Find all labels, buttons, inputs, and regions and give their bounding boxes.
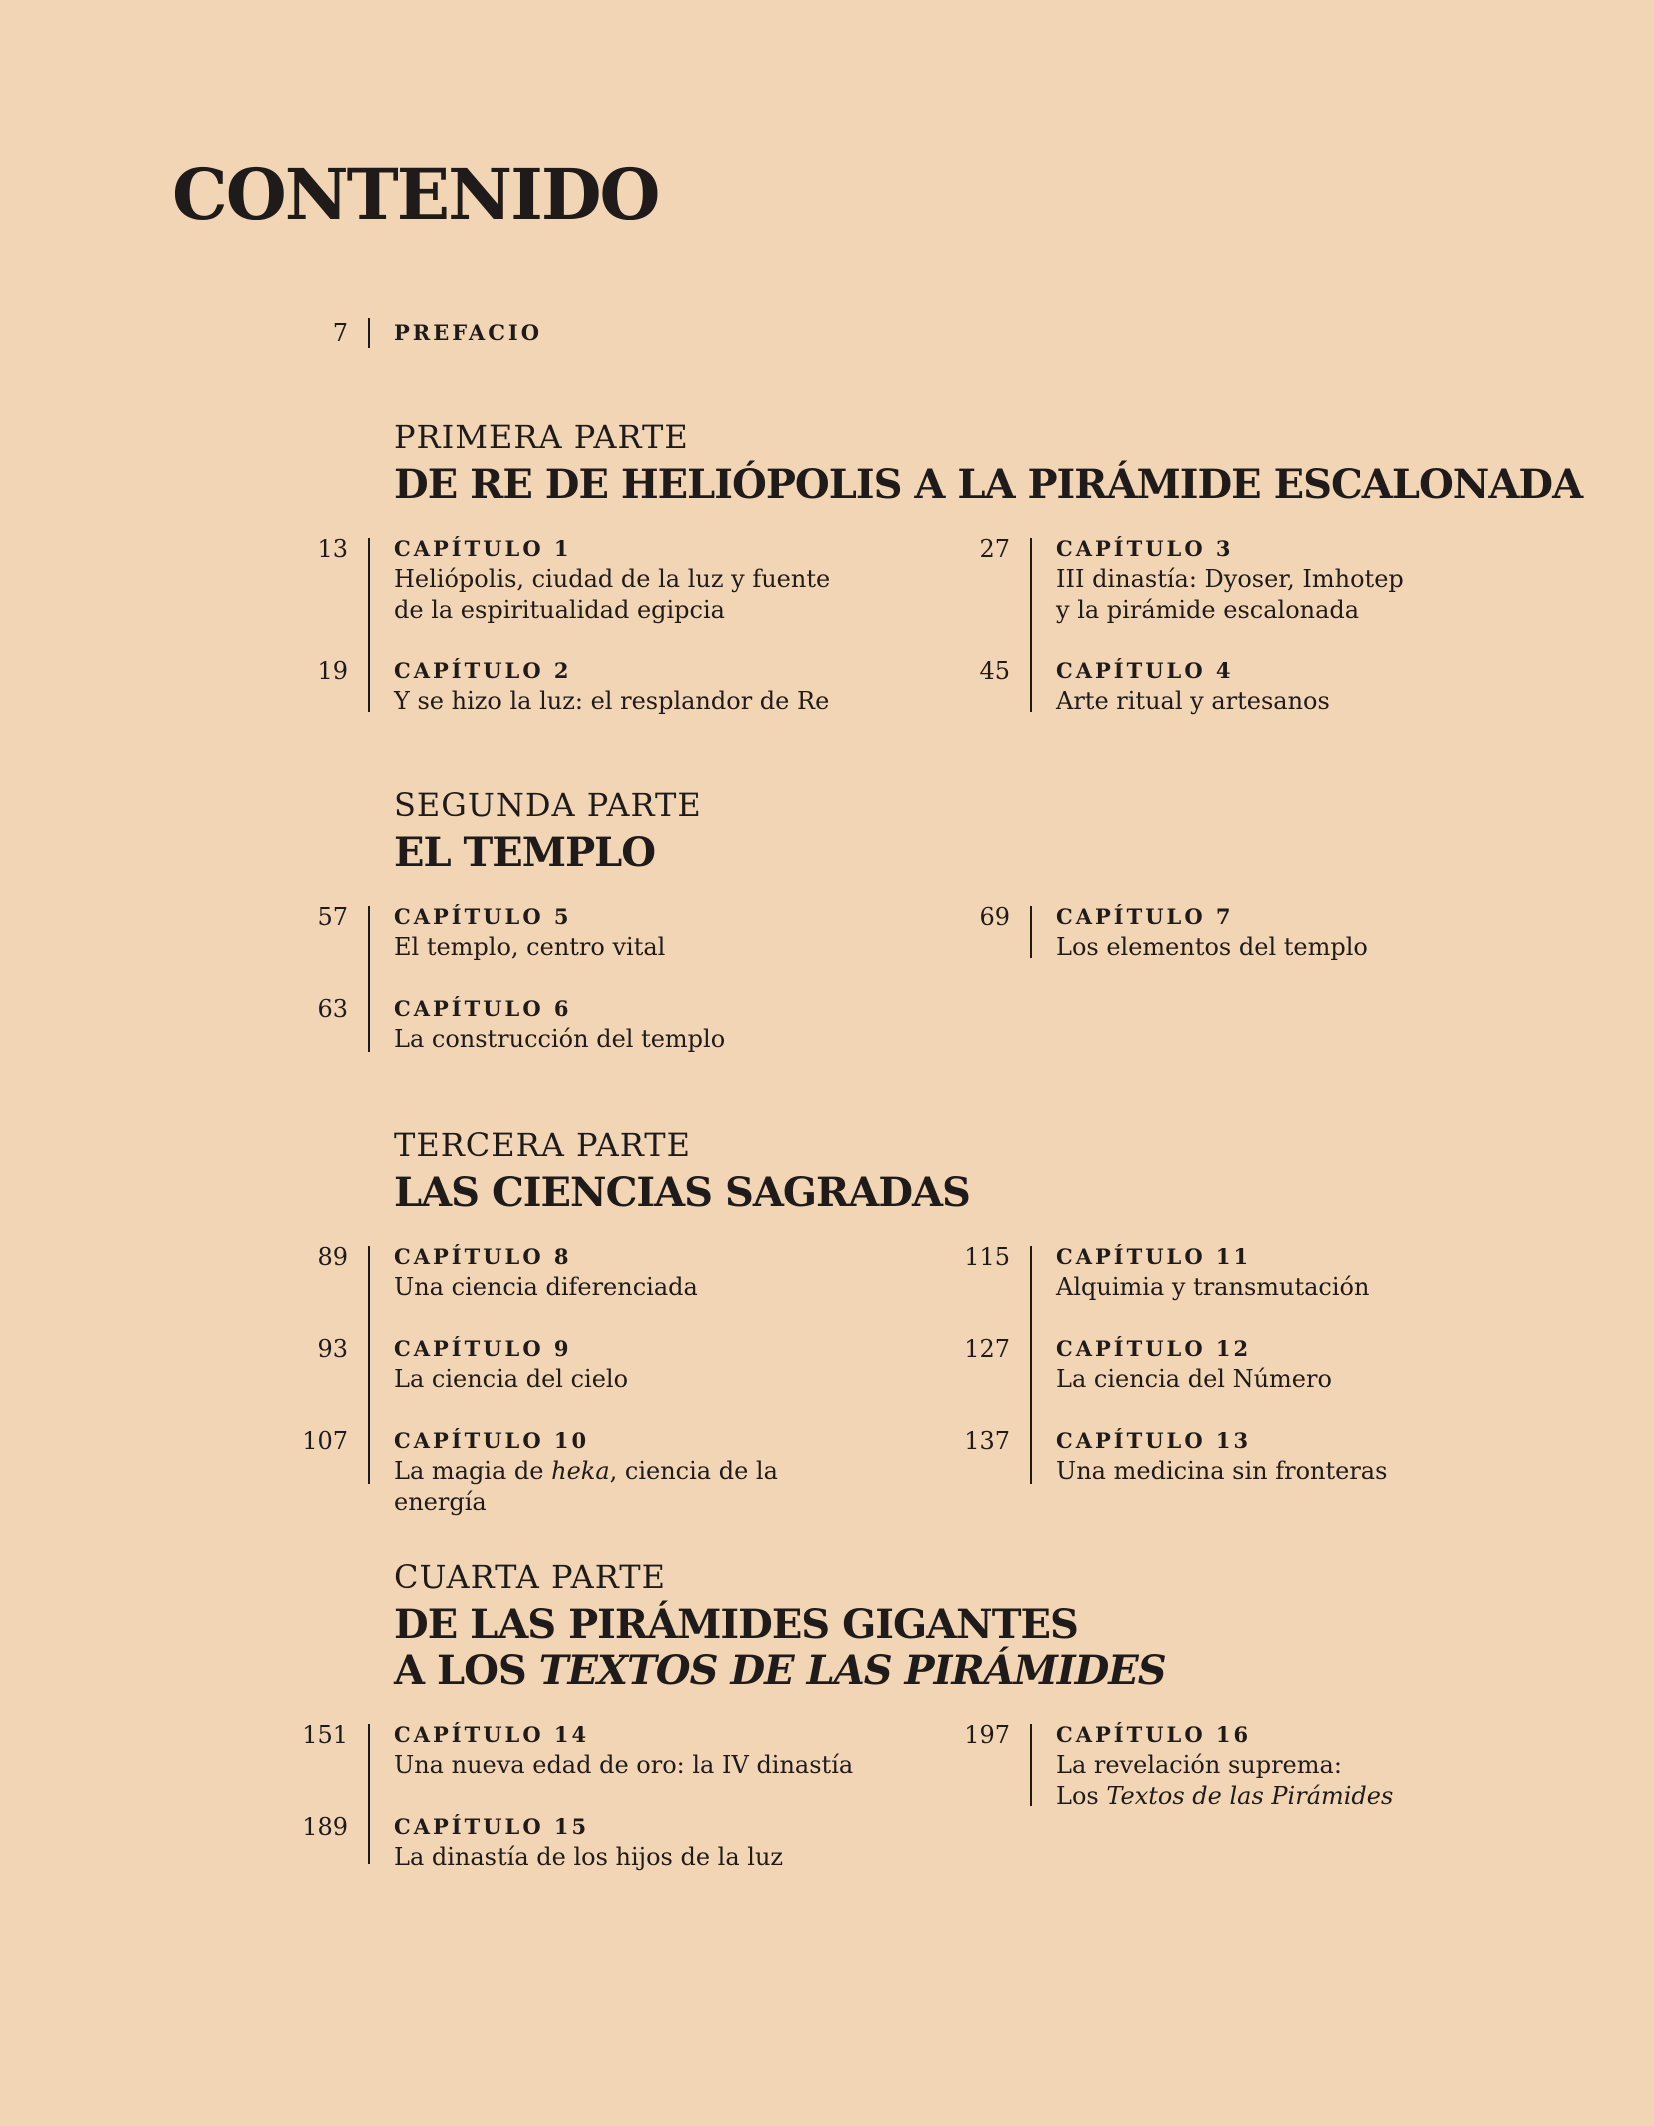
chapter-title: Arte ritual y artesanos (1056, 687, 1330, 715)
chapter-title: Y se hizo la luz: el resplandor de Re (394, 687, 830, 715)
chapter-title: Los Textos de las Pirámides (1056, 1782, 1394, 1810)
page-number: 137 (964, 1427, 1010, 1455)
chapter-label: CAPÍTULO 4 (1056, 658, 1234, 683)
part-label: PRIMERA PARTE (394, 418, 689, 456)
toc-entry-chapter[interactable] (900, 1334, 1600, 1394)
page-title: CONTENIDO (172, 153, 659, 236)
page-number: 19 (317, 657, 348, 685)
chapter-label: CAPÍTULO 9 (394, 1336, 572, 1361)
part-title: DE RE DE HELIÓPOLIS A LA PIRÁMIDE ESCALONADA (394, 461, 1583, 508)
page-number: 69 (979, 903, 1010, 931)
chapter-title: Heliópolis, ciudad de la luz y fuente (394, 565, 831, 593)
preface-label: PREFACIO (394, 320, 543, 345)
chapter-label: CAPÍTULO 2 (394, 658, 572, 683)
part-title: DE LAS PIRÁMIDES GIGANTES A LOS TEXTOS DE LAS PIRÁMIDES (394, 1601, 1166, 1694)
toc-entry-chapter[interactable] (0, 656, 860, 716)
page-number: 63 (317, 995, 348, 1023)
toc-entry-preface[interactable] (0, 318, 700, 354)
part-label: CUARTA PARTE (394, 1558, 666, 1596)
chapter-label: CAPÍTULO 5 (394, 904, 572, 929)
page-number: 27 (979, 535, 1010, 563)
toc-entry-chapter[interactable] (900, 902, 1600, 962)
page-number: 45 (979, 657, 1010, 685)
chapter-title: El templo, centro vital (394, 933, 666, 961)
page-number: 127 (964, 1335, 1010, 1363)
chapter-label: CAPÍTULO 10 (394, 1428, 590, 1453)
page-number: 115 (964, 1243, 1010, 1271)
toc-entry-chapter[interactable] (0, 1720, 860, 1780)
chapter-label: CAPÍTULO 16 (1056, 1722, 1252, 1747)
page-number: 107 (302, 1427, 348, 1455)
part-title: LAS CIENCIAS SAGRADAS (394, 1169, 970, 1216)
toc-entry-chapter[interactable] (900, 534, 1600, 624)
chapter-title: La revelación suprema: (1056, 1751, 1342, 1779)
chapter-label: CAPÍTULO 6 (394, 996, 572, 1021)
chapter-label: CAPÍTULO 11 (1056, 1244, 1252, 1269)
chapter-title: y la pirámide escalonada (1056, 596, 1360, 624)
chapter-label: CAPÍTULO 7 (1056, 904, 1234, 929)
chapter-title: Los elementos del templo (1056, 933, 1368, 961)
toc-entry-chapter[interactable] (900, 1426, 1600, 1486)
chapter-title: III dinastía: Dyoser, Imhotep (1056, 565, 1404, 593)
chapter-label: CAPÍTULO 13 (1056, 1428, 1252, 1453)
chapter-title: La ciencia del cielo (394, 1365, 629, 1393)
page-number: 93 (317, 1335, 348, 1363)
page-number: 197 (964, 1721, 1010, 1749)
chapter-title: de la espiritualidad egipcia (394, 596, 725, 624)
toc-entry-chapter[interactable] (0, 1426, 860, 1516)
toc-entry-chapter[interactable] (0, 994, 860, 1054)
chapter-title: La magia de heka, ciencia de la energía (394, 1457, 778, 1516)
divider-line (368, 318, 370, 348)
part-label: TERCERA PARTE (394, 1126, 691, 1164)
toc-entry-chapter[interactable] (0, 1812, 860, 1872)
page-number: 7 (332, 319, 348, 347)
toc-entry-chapter[interactable] (0, 1334, 860, 1394)
toc-entry-chapter[interactable] (900, 1720, 1600, 1810)
page-number: 189 (302, 1813, 348, 1841)
part-title: EL TEMPLO (394, 829, 656, 876)
page-number: 89 (317, 1243, 348, 1271)
toc-entry-chapter[interactable] (0, 1242, 860, 1302)
toc-entry-chapter[interactable] (0, 902, 860, 962)
chapter-title: La construcción del templo (394, 1025, 726, 1053)
chapter-title: La ciencia del Número (1056, 1365, 1332, 1393)
toc-entry-chapter[interactable] (0, 534, 860, 624)
page-number: 57 (317, 903, 348, 931)
chapter-label: CAPÍTULO 15 (394, 1814, 590, 1839)
chapter-label: CAPÍTULO 14 (394, 1722, 590, 1747)
toc-entry-chapter[interactable] (900, 656, 1600, 716)
chapter-label: CAPÍTULO 1 (394, 536, 572, 561)
page-number: 13 (317, 535, 348, 563)
chapter-label: CAPÍTULO 8 (394, 1244, 572, 1269)
chapter-label: CAPÍTULO 3 (1056, 536, 1234, 561)
chapter-title: Una nueva edad de oro: la IV dinastía (394, 1751, 854, 1779)
chapter-title: Una ciencia diferenciada (394, 1273, 698, 1301)
chapter-title: Una medicina sin fronteras (1056, 1457, 1388, 1485)
page-number: 151 (302, 1721, 348, 1749)
chapter-label: CAPÍTULO 12 (1056, 1336, 1252, 1361)
toc-entry-chapter[interactable] (900, 1242, 1600, 1302)
chapter-title: La dinastía de los hijos de la luz (394, 1843, 784, 1871)
chapter-title: Alquimia y transmutación (1056, 1273, 1370, 1301)
part-label: SEGUNDA PARTE (394, 786, 702, 824)
